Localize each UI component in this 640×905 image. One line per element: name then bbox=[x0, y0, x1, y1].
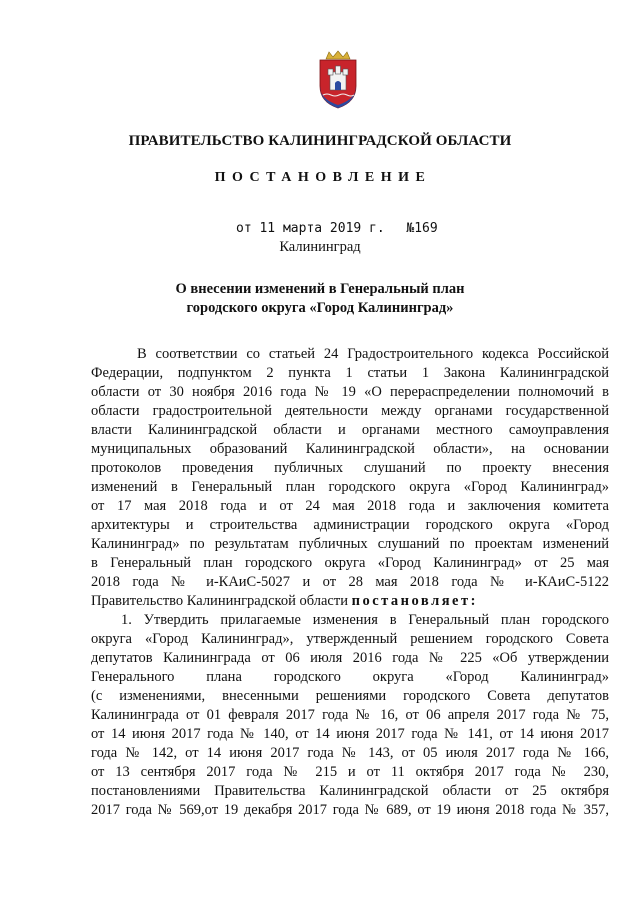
body-line bbox=[91, 592, 609, 611]
body-line: 2018 года № и-КАиС-5027 и от 28 мая 2018 года № и-КАиС-5122 bbox=[91, 574, 609, 590]
body-line: Генерального плана городского округа «Город Калининград» bbox=[91, 669, 609, 685]
body-line: власти Калининградской области и органами местного самоуправления bbox=[91, 422, 609, 438]
body-line: муниципальных образований Калининградской области», на основании bbox=[91, 441, 609, 457]
body-line: Калининград» по результатам публичных слушаний по проектам изменений bbox=[91, 536, 609, 552]
body-line: года № 142, от 14 июня 2017 года № 143, от 05 июля 2017 года № 166, bbox=[91, 745, 609, 761]
body-line: В соответствии со статьей 24 Градостроительного кодекса Российской bbox=[137, 346, 609, 362]
document-city: Калининград bbox=[279, 239, 361, 255]
body-line: изменений в Генеральный план городского округа «Город Калининград» bbox=[91, 479, 609, 495]
date-number-line bbox=[236, 221, 438, 236]
subject-line-2: городского округа «Город Калининград» bbox=[186, 300, 454, 316]
body-line: области от 30 ноября 2016 года № 19 «О перераспределении полномочий в bbox=[91, 384, 609, 400]
body-line: Федерации, подпунктом 2 пункта 1 статьи 1 Закона Калининградской bbox=[91, 365, 609, 381]
number-prefix: № bbox=[406, 221, 415, 236]
body-line: от 13 сентября 2017 года № 215 и от 11 октября 2017 года № 230, bbox=[91, 764, 609, 780]
body-line: архитектуры и строительства администрации городского округа «Город bbox=[91, 517, 609, 533]
body-line: (с изменениями, внесенными решениями городского Совета депутатов bbox=[91, 688, 609, 704]
body-line: в Генеральный план городского округа «Город Калининград» от 25 мая bbox=[91, 555, 609, 571]
document-number: 169 bbox=[414, 221, 438, 236]
date-prefix: от bbox=[236, 221, 252, 236]
body-line: Калининграда от 01 февраля 2017 года № 16, от 06 апреля 2017 года № 75, bbox=[91, 707, 609, 723]
resolving-authority: Правительство Калининградской области bbox=[91, 593, 348, 609]
body-line: области градостроительной деятельности между органами государственной bbox=[91, 403, 609, 419]
document-body bbox=[91, 345, 609, 820]
body-line: от 17 мая 2018 года и от 24 мая 2018 года и заключения комитета bbox=[91, 498, 609, 514]
document-subject bbox=[0, 280, 640, 318]
body-line: 2017 года № 569,от 19 декабря 2017 года № 689, от 19 июня 2018 года № 357, bbox=[91, 802, 609, 818]
document-date: 11 марта 2019 г. bbox=[259, 221, 385, 236]
body-line: 1. Утвердить прилагаемые изменения в Генеральный план городского bbox=[121, 612, 609, 628]
body-line: от 14 июня 2017 года № 140, от 14 июня 2017 года № 141, от 14 июня 2017 bbox=[91, 726, 609, 742]
body-line: постановлениями Правительства Калининградской области от 25 октября bbox=[91, 783, 609, 799]
coat-of-arms-icon bbox=[313, 50, 363, 110]
body-line: протоколов проведения публичных слушаний по проекту внесения bbox=[91, 460, 609, 476]
resolves-word: постановляет: bbox=[351, 593, 478, 609]
document-type: ПОСТАНОВЛЕНИЕ bbox=[214, 170, 432, 185]
body-line: округа «Город Калининград», утвержденный решением городского Совета bbox=[91, 631, 609, 647]
government-title: ПРАВИТЕЛЬСТВО КАЛИНИНГРАДСКОЙ ОБЛАСТИ bbox=[128, 133, 512, 149]
body-line: депутатов Калининграда от 06 июля 2016 года № 225 «Об утверждении bbox=[91, 650, 609, 666]
subject-line-1: О внесении изменений в Генеральный план bbox=[175, 281, 465, 297]
